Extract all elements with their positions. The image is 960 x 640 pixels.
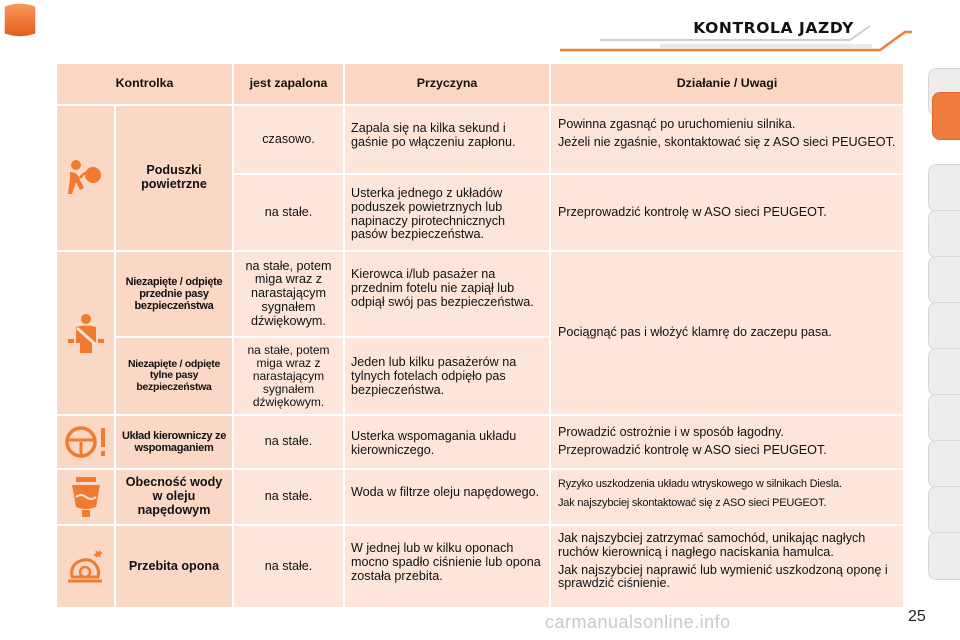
steering-action: [551, 416, 903, 468]
column-header-dzialanie: Działanie / Uwagi: [551, 64, 903, 104]
chapter-tab[interactable]: [928, 440, 960, 488]
water-in-fuel-icon: [70, 477, 102, 517]
tyre-icon-cell: [57, 526, 114, 607]
steering-warning-icon: [64, 425, 108, 459]
airbag-icon-cell: [57, 106, 114, 250]
tyre-when: na stałe.: [234, 526, 343, 607]
water-action-line1: Ryzyko uszkodzenia układu wtryskowego w silnikach Diesla.: [558, 478, 842, 490]
tyre-action-line1: Jak najszybciej zatrzymać samochód, unikając nagłych ruchów kierownicą i nagłego naciskania hamulca.: [558, 531, 866, 559]
tyre-name: Przebita opona: [116, 526, 232, 607]
airbag-action-2: [551, 175, 903, 250]
tyre-action: [551, 526, 903, 607]
steering-when: na stałe.: [234, 416, 343, 468]
column-header-przyczyna: Przyczyna: [345, 64, 549, 104]
water-action-line2: Jak najszybciej skontaktować się z ASO sieci PEUGEOT.: [558, 496, 827, 509]
steering-action-line2: Przeprowadzić kontrolę w ASO sieci PEUGEOT.: [558, 443, 827, 457]
airbag-when-2: na stałe.: [234, 175, 343, 250]
tyre-cause: W jednej lub w kilku oponach mocno spadło ciśnienie lub opona została przebita.: [345, 526, 549, 607]
seatbelt-front-cause: Kierowca i/lub pasażer na przednim fotelu nie zapiął lub odpiął swój pas bezpieczeństwa.: [345, 252, 549, 336]
watermark: carmanualsonline.info: [545, 612, 731, 632]
airbag-action-1: [551, 106, 903, 173]
chapter-tab[interactable]: [928, 256, 960, 304]
seatbelt-front-when: na stałe, potem miga wraz z narastającym sygnałem dźwiękowym.: [234, 252, 343, 336]
chapter-badge: [0, 0, 40, 40]
page-header: [0, 0, 960, 62]
chapter-tab[interactable]: [928, 486, 960, 534]
warning-lights-table: [57, 64, 903, 607]
page-number: 25: [908, 608, 926, 625]
chapter-tab[interactable]: [928, 210, 960, 258]
airbag-action-1-line1: Powinna zgasnąć po uruchomieniu silnika.: [558, 117, 796, 131]
airbag-action-1-line2: Jeżeli nie zgaśnie, skontaktować się z ASO sieci PEUGEOT.: [558, 134, 896, 149]
chapter-tab[interactable]: [928, 532, 960, 580]
seatbelt-front-name: Niezapięte / odpięte przednie pasy bezpieczeństwa: [116, 252, 232, 336]
steering-action-line1: Prowadzić ostrożnie i w sposób łagodny.: [558, 425, 784, 440]
chapter-tab[interactable]: [928, 394, 960, 442]
chapter-tab-active[interactable]: [932, 92, 960, 140]
column-header-zapalona: jest zapalona: [234, 64, 343, 104]
seatbelt-icon-cell: [57, 252, 114, 414]
water-cause: Woda w filtrze oleju napędowego.: [345, 470, 549, 524]
seatbelt-rear-name: Niezapięte / odpięte tylne pasy bezpieczeństwa: [116, 338, 232, 414]
airbag-name: Poduszki powietrzne: [116, 106, 232, 250]
page-title: KONTROLA JAZDY: [693, 19, 854, 37]
airbag-when-1: czasowo.: [234, 106, 343, 173]
chapter-tab[interactable]: [928, 302, 960, 350]
chapter-tabs: [928, 68, 960, 578]
water-icon-cell: [57, 470, 114, 524]
water-action: [551, 470, 903, 524]
seatbelt-rear-cause: Jeden lub kilku pasażerów na tylnych fotelach odpięło pas bezpieczeństwa.: [345, 338, 549, 414]
tyre-action-line2: Jak najszybciej naprawić lub wymienić uszkodzoną oponę i sprawdzić ciśnienie.: [558, 562, 888, 591]
airbag-cause-1: Zapala się na kilka sekund i gaśnie po włączeniu zapłonu.: [345, 106, 549, 173]
flat-tyre-icon: [66, 547, 106, 587]
seatbelt-action: [551, 252, 903, 414]
steering-cause: Usterka wspomagania układu kierowniczego.: [345, 416, 549, 468]
steering-icon-cell: [57, 416, 114, 468]
chapter-tab[interactable]: [928, 164, 960, 212]
seatbelt-rear-when: na stałe, potem miga wraz z narastającym sygnałem dźwiękowym.: [234, 338, 343, 414]
seatbelt-action-line: Pociągnąć pas i włożyć klamrę do zaczepu pasa.: [558, 325, 832, 340]
airbag-action-2-line: Przeprowadzić kontrolę w ASO sieci PEUGEOT.: [558, 204, 827, 219]
chapter-tab[interactable]: [928, 348, 960, 396]
airbag-cause-2: Usterka jednego z układów poduszek powietrznych lub napinaczy pirotechnicznych pasów bezpieczeństwa.: [345, 175, 549, 250]
seatbelt-icon: [68, 313, 104, 353]
airbag-icon: [66, 158, 106, 198]
column-header-kontrolka: Kontrolka: [57, 64, 232, 104]
water-when: na stałe.: [234, 470, 343, 524]
water-name: Obecność wody w oleju napędowym: [116, 470, 232, 524]
chapter-number: 1: [908, 14, 930, 49]
steering-name: Układ kierowniczy ze wspomaganiem: [116, 416, 232, 468]
